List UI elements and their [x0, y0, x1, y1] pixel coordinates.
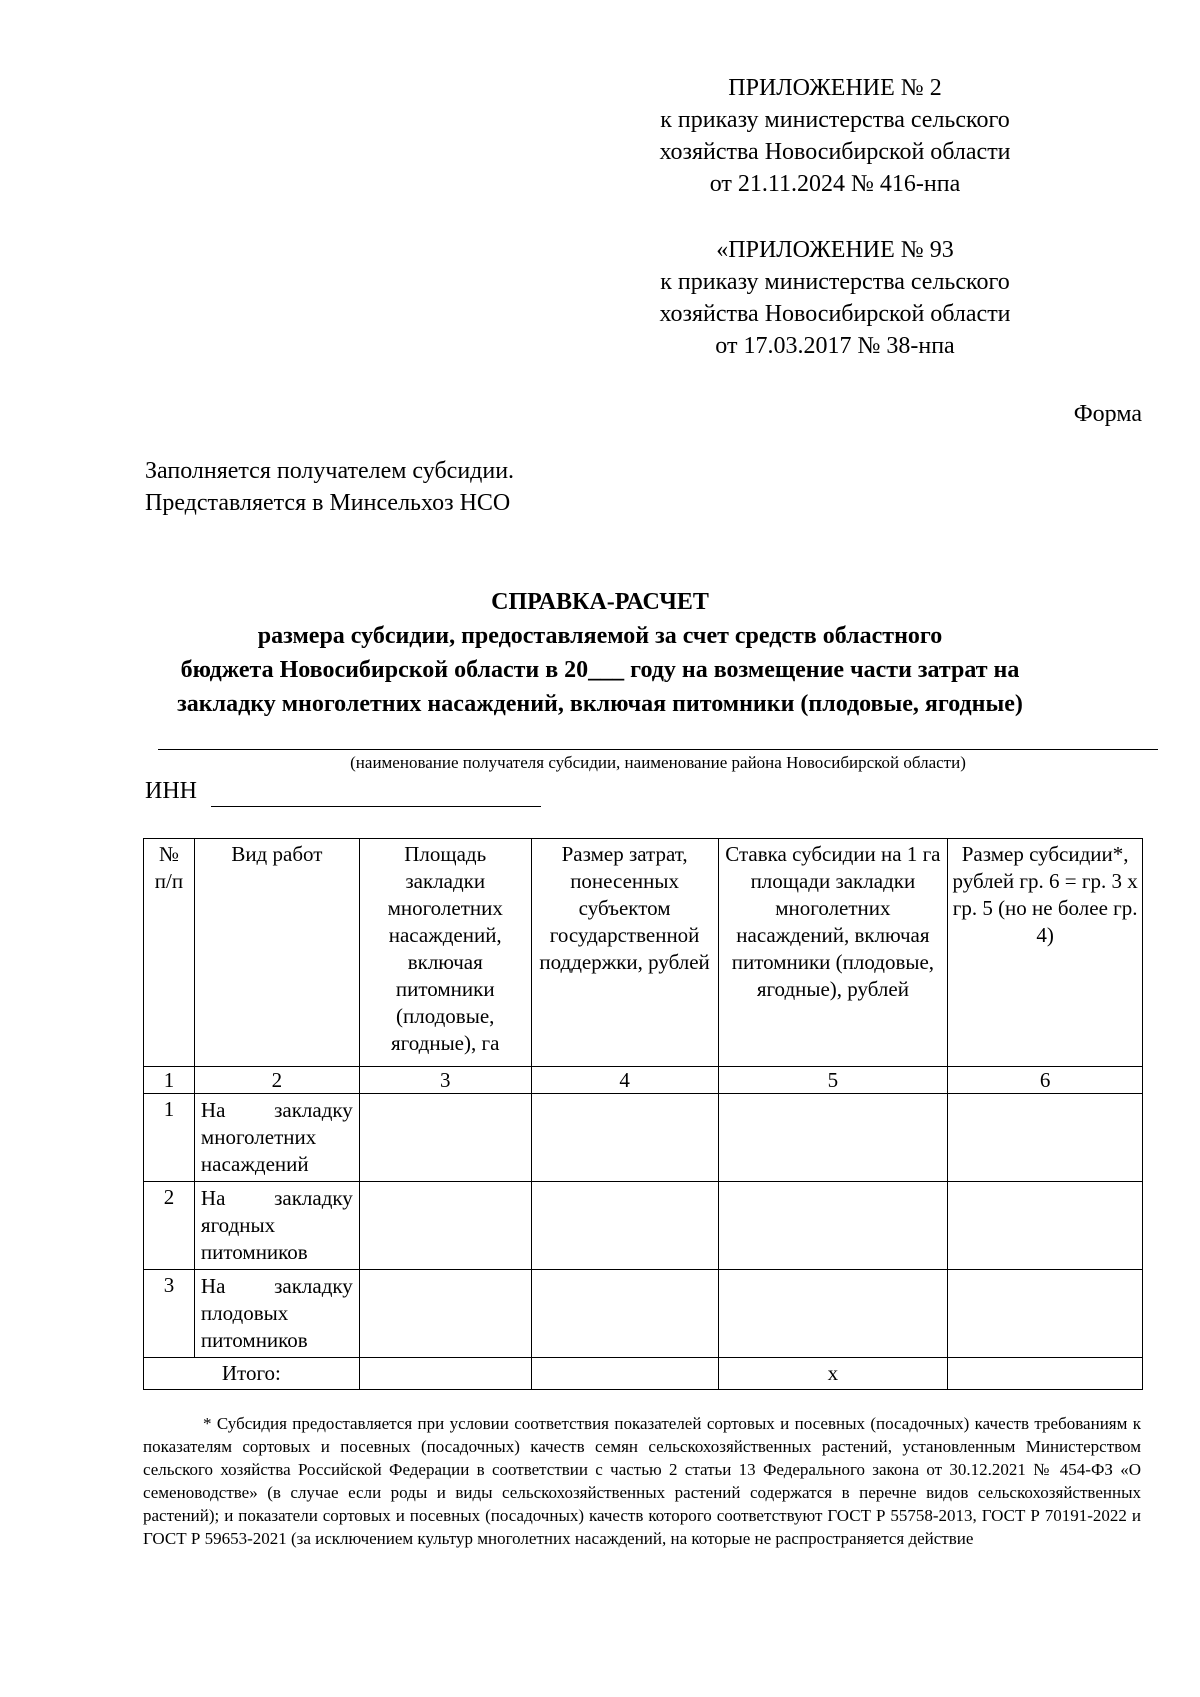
area-input-cell[interactable] [359, 1094, 531, 1182]
rate-input-cell[interactable] [718, 1270, 948, 1358]
fill-instruction-line: Заполняется получателем субсидии. [145, 458, 515, 484]
inn-row [145, 775, 541, 807]
column-number: 3 [359, 1067, 531, 1094]
subsidy-input-cell[interactable] [948, 1270, 1143, 1358]
header-cell-work-type: Вид работ [194, 839, 359, 1067]
form-label: Форма [1073, 401, 1142, 427]
column-number: 2 [194, 1067, 359, 1094]
document-title [60, 585, 1140, 721]
area-input-cell[interactable] [359, 1270, 531, 1358]
approval-title: ПРИЛОЖЕНИЕ № 2 [728, 75, 942, 101]
row-number: 3 [144, 1270, 195, 1358]
approval-order-line: к приказу министерства сельского [660, 269, 1010, 295]
approval-block-current [600, 72, 1070, 200]
costs-input-cell[interactable] [531, 1270, 718, 1358]
total-label: Итого: [144, 1358, 360, 1390]
row-work-type: На закладку ягодных питомников [194, 1182, 359, 1270]
submit-instruction-line: Представляется в Минсельхоз НСО [145, 490, 511, 516]
header-cell-subsidy: Размер субсидии*, рублей гр. 6 = гр. 3 х гр. 5 (но не более гр. 4) [948, 839, 1143, 1067]
costs-input-cell[interactable] [531, 1182, 718, 1270]
approval-date-line: от 17.03.2017 № 38-нпа [715, 333, 955, 359]
row-work-type: На закладку плодовых питомников [194, 1270, 359, 1358]
column-number: 4 [531, 1067, 718, 1094]
fill-instructions [145, 455, 514, 519]
total-rate-cell: х [718, 1358, 948, 1390]
subsidy-input-cell[interactable] [948, 1182, 1143, 1270]
subsidy-input-cell[interactable] [948, 1094, 1143, 1182]
column-numbers-row [144, 1067, 1143, 1094]
table-header-row [144, 839, 1143, 1067]
recipient-name-field[interactable] [158, 749, 1158, 750]
approval-title: «ПРИЛОЖЕНИЕ № 93 [716, 237, 954, 263]
row-number: 2 [144, 1182, 195, 1270]
rate-input-cell[interactable] [718, 1182, 948, 1270]
title-main: СПРАВКА-РАСЧЕТ [491, 589, 709, 615]
approval-ministry-line: хозяйства Новосибирской области [659, 301, 1011, 327]
recipient-field-caption: (наименование получателя субсидии, наименование района Новосибирской области) [350, 753, 966, 772]
table-row [144, 1182, 1143, 1270]
footnote: * Субсидия предоставляется при условии соответствия показателей сортовых и посевных (посадочных) качеств требованиям к показателям сортовых и посевных (посадочных) качеств семян сельскохозяйственных растений, установленным Министерством сельского хозяйства Российской Федерации в соответствии с частью 2 статьи 13 Федерального закона от 30.12.2021 № 454-ФЗ «О семеноводстве» (в случае если роды и виды сельскохозяйственных растений содержатся в перечне видов сельскохозяйственных растений); и показатели сортовых и посевных (посадочных) качеств которого соответствуют ГОСТ Р 55758-2013, ГОСТ Р 70191-2022 и ГОСТ Р 59653-2021 (за исключением культур многолетних насаждений, на которые не распространяется действие [143, 1414, 1141, 1548]
row-number: 1 [144, 1094, 195, 1182]
title-subline: бюджета Новосибирской области в 20___ году на возмещение части затрат на [180, 657, 1020, 683]
approval-order-line: к приказу министерства сельского [660, 107, 1010, 133]
header-cell-rate: Ставка субсидии на 1 га площади закладки многолетних насаждений, включая питомники (плодовые, ягодные), рублей [718, 839, 948, 1067]
header-cell-area: Площадь закладки многолетних насаждений, включая питомники (плодовые, ягодные), га [359, 839, 531, 1067]
table-row [144, 1270, 1143, 1358]
approval-block-original [600, 234, 1070, 362]
column-number: 6 [948, 1067, 1143, 1094]
inn-field[interactable] [211, 780, 541, 807]
total-area-cell[interactable] [359, 1358, 531, 1390]
column-number: 5 [718, 1067, 948, 1094]
column-number: 1 [144, 1067, 195, 1094]
title-subline: закладку многолетних насаждений, включая питомники (плодовые, ягодные) [177, 691, 1023, 717]
total-subsidy-cell[interactable] [948, 1358, 1143, 1390]
total-row [144, 1358, 1143, 1390]
area-input-cell[interactable] [359, 1182, 531, 1270]
approval-date-line: от 21.11.2024 № 416-нпа [709, 171, 961, 197]
total-costs-cell[interactable] [531, 1358, 718, 1390]
rate-input-cell[interactable] [718, 1094, 948, 1182]
row-work-type: На закладку многолетних насаждений [194, 1094, 359, 1182]
header-cell-number: № п/п [144, 839, 195, 1067]
table-row [144, 1094, 1143, 1182]
costs-input-cell[interactable] [531, 1094, 718, 1182]
subsidy-calculation-table [143, 838, 1143, 1390]
title-subline: размера субсидии, предоставляемой за счет средств областного [257, 623, 943, 649]
approval-ministry-line: хозяйства Новосибирской области [659, 139, 1011, 165]
inn-label: ИНН [145, 778, 197, 804]
header-cell-costs: Размер затрат, понесенных субъектом государственной поддержки, рублей [531, 839, 718, 1067]
